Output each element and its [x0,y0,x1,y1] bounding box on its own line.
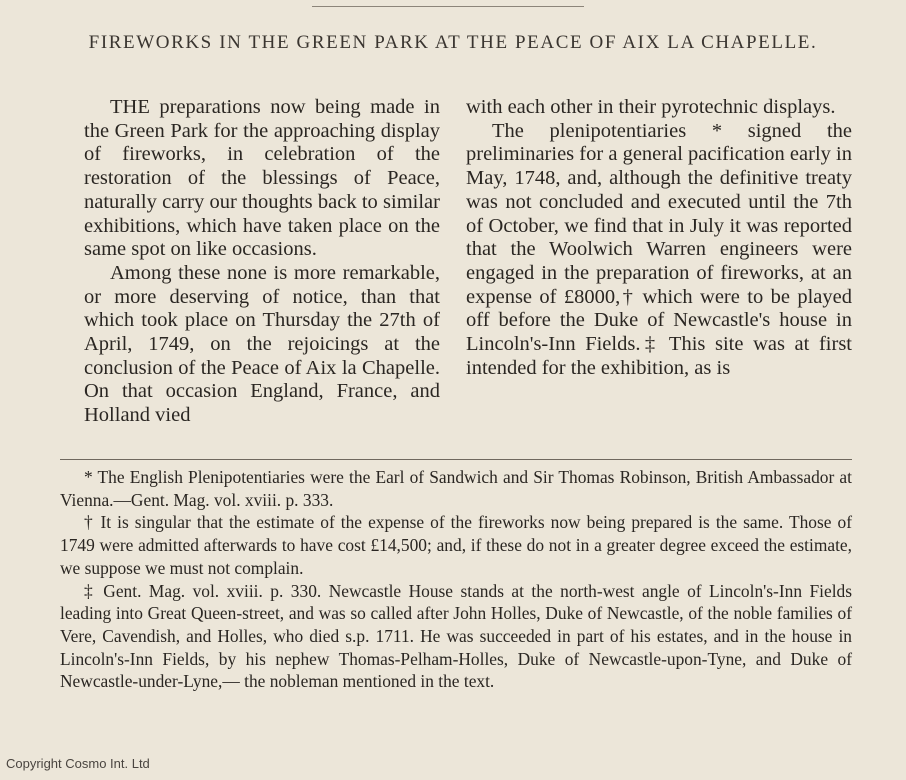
paragraph: THE preparations now being made in the Green Park for the approaching display of fireworks, in celebration of the restoration of the blessings of Peace, naturally carry our thoughts back to similar exhibitions, which have taken place on the same spot on like occasions. [84,96,440,261]
top-divider [312,6,584,7]
footnotes [60,466,852,693]
footnote: * The English Plenipotentiaries were the Earl of Sandwich and Sir Thomas Robinson, British Ambassador at Vienna.—Gent. Mag. vol. xviii. p. 333. [60,467,852,510]
copyright-watermark: Copyright Cosmo Int. Ltd [6,756,150,771]
right-column [466,96,852,380]
left-column [84,96,440,428]
article-title: FIREWORKS IN THE GREEN PARK AT THE PEACE OF AIX LA CHAPELLE. [88,32,818,53]
footnote: ‡ Gent. Mag. vol. xviii. p. 330. Newcastle House stands at the north-west angle of Lincoln's-Inn Fields leading into Great Queen-street, and was so called after John Holles, Duke of Newcastle, of the noble families of Vere, Cavendish, and Holles, who died s.p. 1711. He was succeeded in part of his estates, and in the house in Lincoln's-Inn Fields, by his nephew Thomas-Pelham-Holles, Duke of Newcastle-upon-Tyne, and Duke of Newcastle-under-Lyne,— the nobleman mentioned in the text. [60,580,852,692]
footnote: † It is singular that the estimate of the expense of the fireworks now being prepared is the same. Those of 1749 were admitted afterwards to have cost £14,500; and, if these do not in a greater degree exceed the estimate, we suppose we must not complain. [60,512,852,578]
footnote-divider [60,459,852,460]
paragraph: with each other in their pyrotechnic displays. [466,96,836,118]
paragraph: Among these none is more remarkable, or more deserving of notice, than that which took place on Thursday the 27th of April, 1749, on the rejoicings at the conclusion of the Peace of Aix la Chapelle. On that occasion England, France, and Holland vied [84,261,440,427]
paragraph: The plenipotentiaries * signed the preliminaries for a general pacification early in May, 1748, and, although the definitive treaty was not concluded and executed until the 7th of October, we find that in July it was reported that the Woolwich Warren engineers were engaged in the preparation of fireworks, at an expense of £8000,† which were to be played off before the Duke of Newcastle's house in Lincoln's-Inn Fields.‡ This site was at first intended for the exhibition, as is [466,119,852,379]
